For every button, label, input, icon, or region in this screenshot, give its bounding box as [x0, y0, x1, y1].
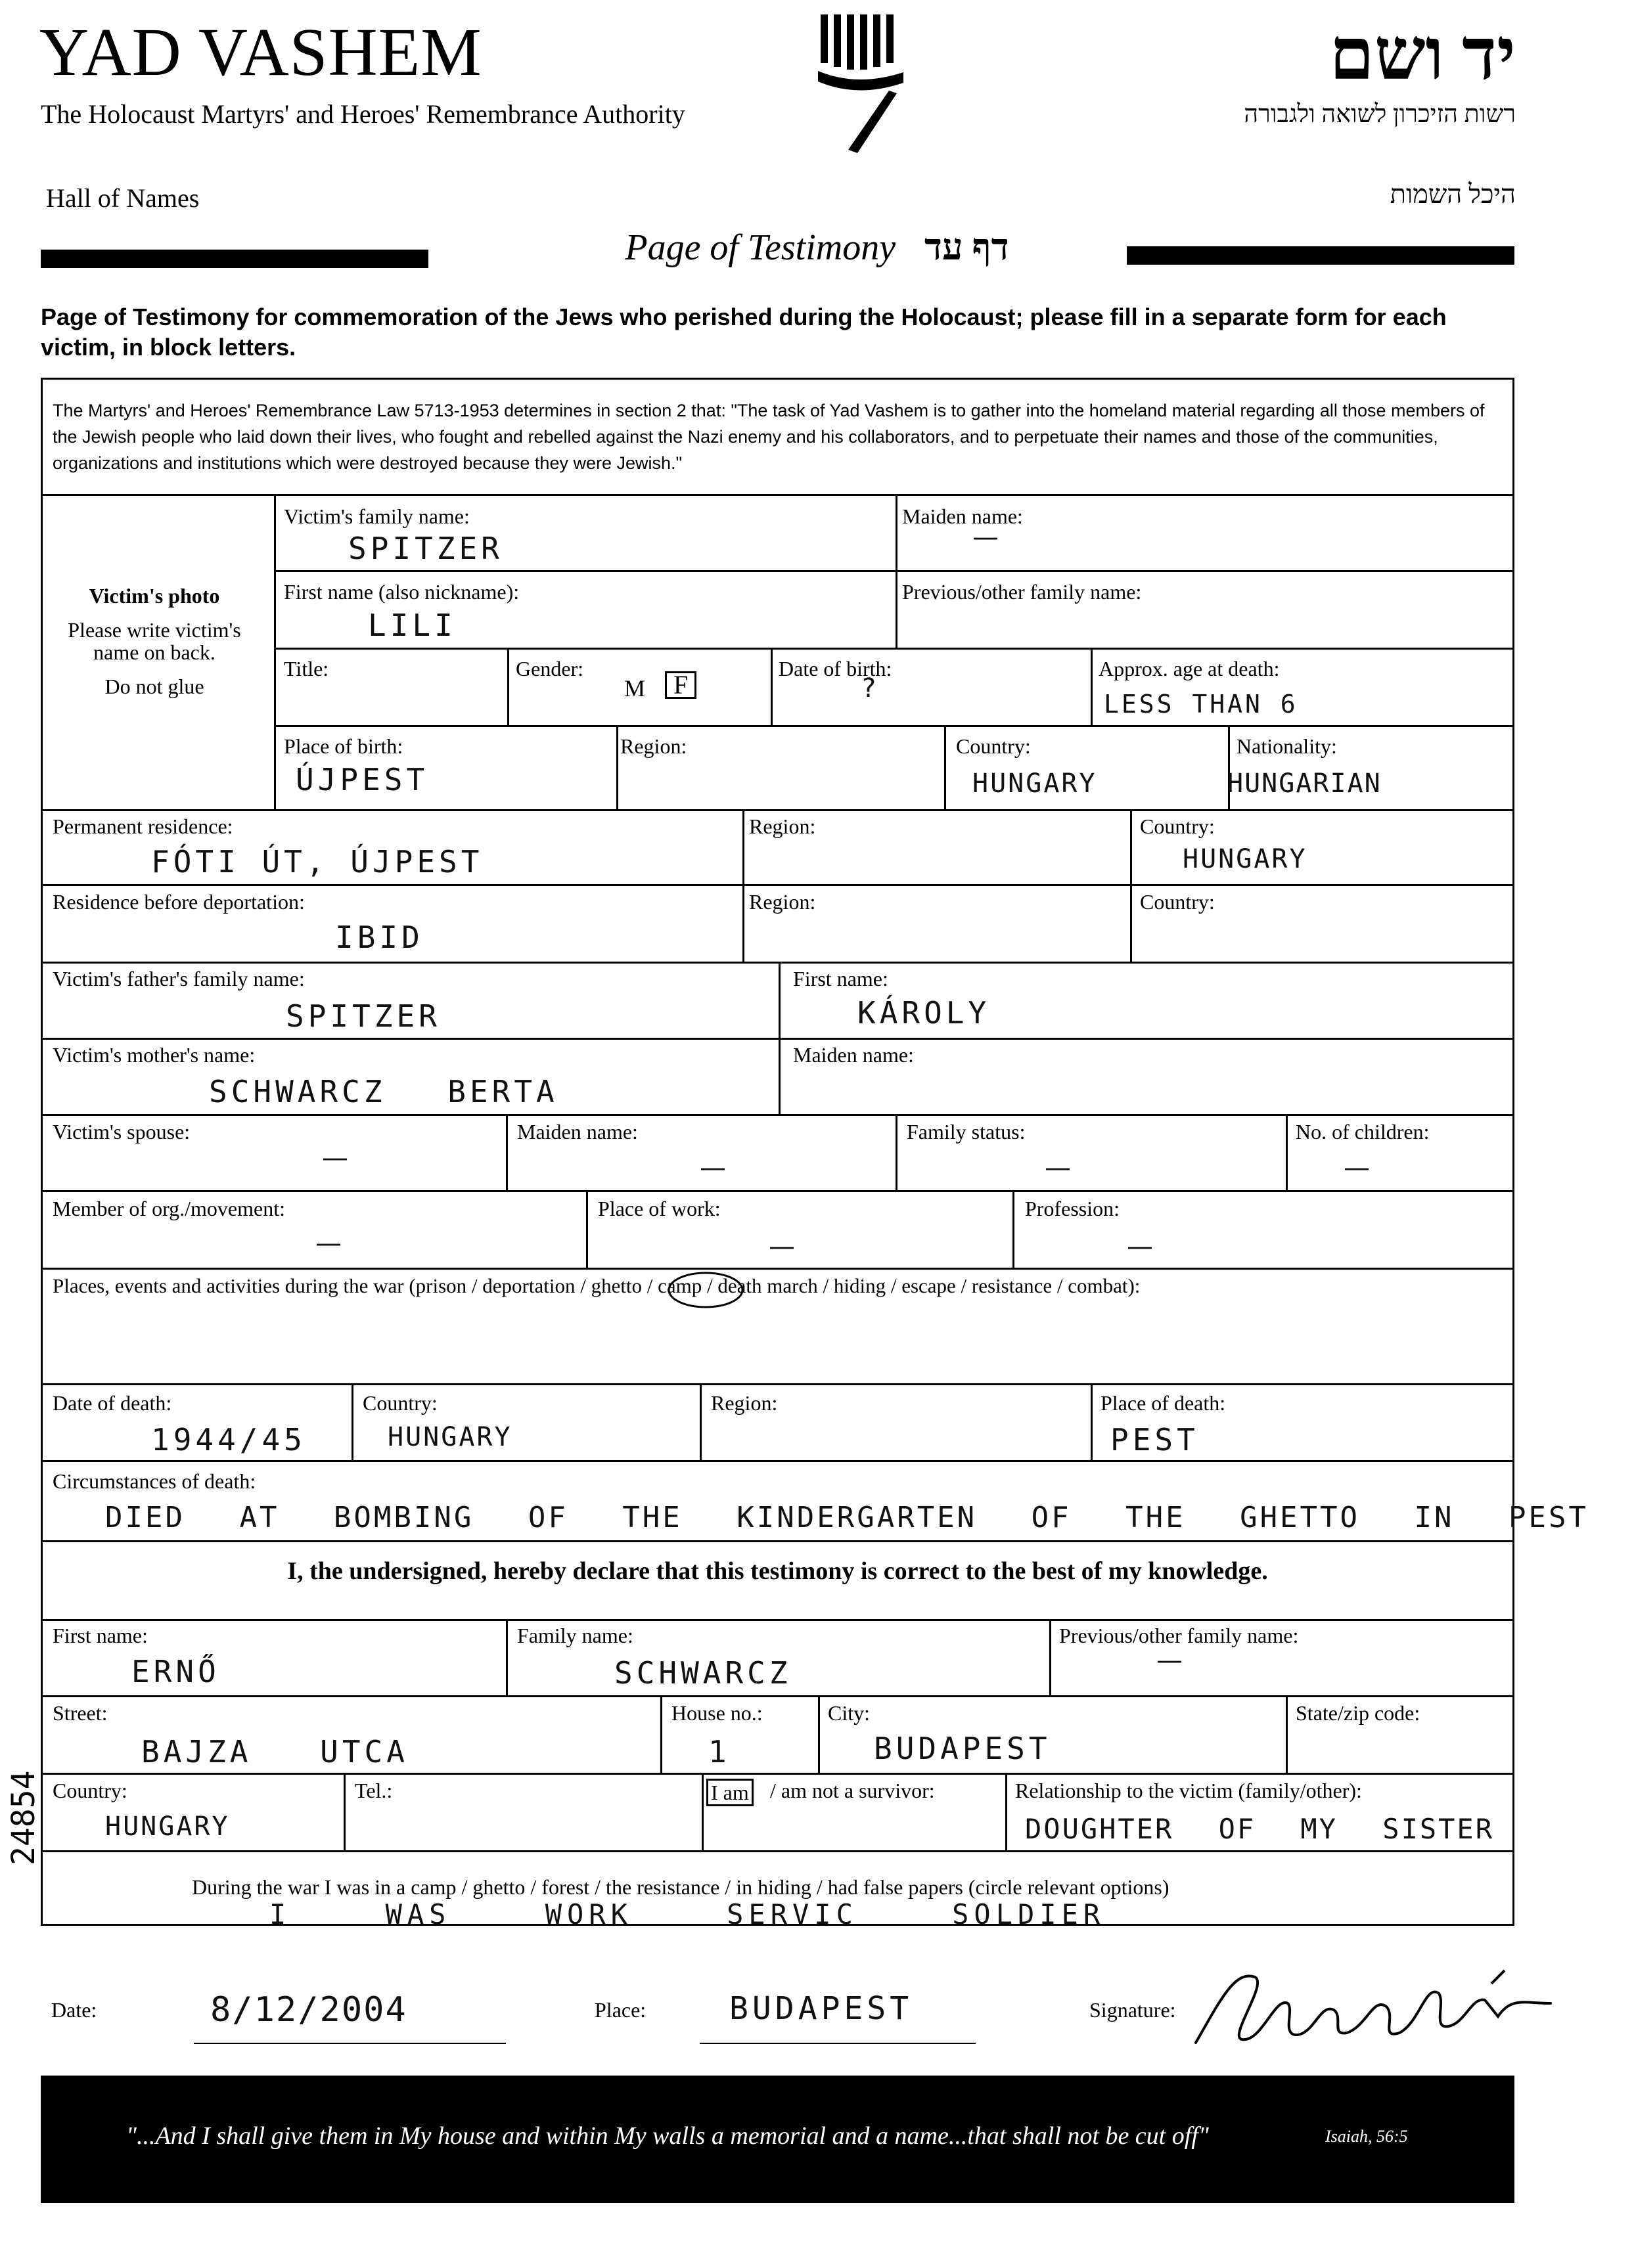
circumstances-label: Circumstances of death: [53, 1469, 256, 1493]
father-family-label: Victim's father's family name: [53, 967, 305, 990]
spouse-label: Victim's spouse: [53, 1120, 191, 1144]
victim-birth-country-value[interactable]: HUNGARY [972, 768, 1097, 799]
mother-maiden-label: Maiden name: [793, 1043, 914, 1067]
victim-dob-value[interactable]: ? [861, 673, 881, 703]
relationship-label: Relationship to the victim (family/other): [1015, 1779, 1362, 1802]
spouse-maiden-label: Maiden name: [517, 1120, 638, 1144]
profession-value[interactable]: — [1127, 1232, 1153, 1262]
signature-icon [1183, 1957, 1577, 2062]
date-label: Date: [51, 1998, 97, 2022]
victim-family-name-value[interactable]: SPITZER [348, 531, 503, 566]
submitter-prev-name-label: Previous/other family name: [1059, 1624, 1299, 1647]
submitter-country-value[interactable]: HUNGARY [105, 1812, 230, 1842]
street-label: Street: [53, 1701, 108, 1725]
family-status-value[interactable]: — [1045, 1153, 1071, 1183]
submitter-first-name-label: First name: [53, 1624, 148, 1647]
victim-maiden-name-label: Maiden name: [902, 504, 1023, 528]
date-underline [194, 2043, 506, 2044]
victim-prev-name-label: Previous/other family name: [902, 580, 1142, 604]
children-value[interactable]: — [1344, 1153, 1370, 1183]
spouse-maiden-value[interactable]: — [700, 1153, 726, 1183]
victim-birth-country-label: Country: [956, 734, 1031, 758]
children-label: No. of children: [1296, 1120, 1430, 1144]
footer-quote: "...And I shall give them in My house and within My walls a memorial and a name...that shall not be cut off" [126, 2122, 1209, 2150]
victim-title-label: Title: [284, 657, 329, 680]
victim-pob-value[interactable]: ÚJPEST [296, 762, 429, 797]
mother-name-value[interactable]: SCHWARCZ BERTA [209, 1074, 558, 1109]
relationship-value[interactable]: DOUGHTER OF MY SISTER [1025, 1813, 1495, 1845]
circumstances-value[interactable]: DIED AT BOMBING OF THE KINDERGARTEN OF THE GHETTO IN PEST [105, 1501, 1589, 1534]
war-places-label: Places, events and activities during the war (prison / deportation / ghetto / camp / death march / hiding / escape / resistance / combat): [53, 1274, 1141, 1297]
submitter-first-name-value[interactable]: ERNŐ [131, 1654, 220, 1689]
yad-vashem-logo-icon [811, 12, 910, 156]
victim-maiden-name-value[interactable]: — [972, 522, 999, 552]
victim-nationality-value[interactable]: HUNGARIAN [1227, 768, 1382, 799]
victim-gender-f-selected[interactable]: F [665, 671, 696, 699]
victim-age-label: Approx. age at death: [1099, 657, 1280, 680]
photo-note-glue: Do not glue [104, 675, 204, 698]
family-status-label: Family status: [907, 1120, 1026, 1144]
submitter-country-label: Country: [53, 1779, 127, 1802]
submitter-family-name-value[interactable]: SCHWARCZ [614, 1655, 792, 1691]
state-zip-label: State/zip code: [1296, 1701, 1420, 1725]
photo-title: Victim's photo [89, 584, 220, 608]
res-before-region-label: Region: [749, 890, 816, 914]
res-before-country-label: Country: [1140, 890, 1215, 914]
submitter-family-name-label: Family name: [517, 1624, 633, 1647]
org-subtitle-en: The Holocaust Martyrs' and Heroes' Remembrance Authority [41, 99, 685, 129]
org-subtitle-he: רשות הזיכרון לשואה ולגבורה [1244, 100, 1516, 128]
law-text: The Martyrs' and Heroes' Remembrance Law 5713-1953 determines in section 2 that: "The task of Yad Vashem is to gather into the homeland material regarding all those members of the Jewish people who laid down their lives, who fought and rebelled against the Nazi enemy and his collaborators, and to perpetuate their names and those of the communities, organizations and institutions which were destroyed because they were Jewish." [53, 401, 1485, 473]
victim-family-name-label: Victim's family name: [284, 504, 470, 528]
victim-gender-label: Gender: [516, 657, 584, 680]
father-first-value[interactable]: KÁROLY [857, 995, 991, 1031]
hall-of-names-he: היכל השמות [1390, 179, 1516, 209]
date-value[interactable]: 8/12/2004 [210, 1990, 407, 2030]
death-country-value[interactable]: HUNGARY [388, 1422, 512, 1452]
form-title-he: דף עד [924, 227, 1009, 268]
victim-birth-region-label: Region: [620, 734, 687, 758]
ghetto-circle-mark-icon [665, 1269, 747, 1311]
place-underline [700, 2043, 976, 2044]
spouse-value[interactable]: — [322, 1143, 348, 1173]
victim-gender-m[interactable]: M [624, 675, 646, 701]
pod-label: Place of death: [1101, 1391, 1226, 1415]
victim-photo-box [46, 585, 263, 698]
perm-country-value[interactable]: HUNGARY [1183, 844, 1307, 874]
house-no-label: House no.: [671, 1701, 763, 1725]
victim-first-name-label: First name (also nickname): [284, 580, 520, 604]
perm-residence-value[interactable]: FÓTI ÚT, ÚJPEST [151, 844, 484, 879]
declaration-text: I, the undersigned, hereby declare that this testimony is correct to the best of my knowledge. [287, 1557, 1268, 1585]
death-region-label: Region: [711, 1391, 778, 1415]
org-name-en: YAD VASHEM [39, 14, 482, 90]
photo-note-back: Please write victim's name on back. [68, 618, 241, 664]
res-before-value[interactable]: IBID [335, 920, 424, 955]
hall-of-names-en: Hall of Names [46, 183, 200, 213]
dod-label: Date of death: [53, 1391, 172, 1415]
victim-dob-label: Date of birth: [779, 657, 892, 680]
member-value[interactable]: — [315, 1228, 342, 1258]
war-status-label: During the war I was in a camp / ghetto / forest / the resistance / in hiding / had false papers (circle relevant options) [192, 1875, 1169, 1899]
side-record-number: 24854 [5, 1770, 42, 1865]
victim-nationality-label: Nationality: [1237, 734, 1337, 758]
submitter-prev-name-value[interactable]: — [1156, 1645, 1183, 1676]
survivor-am-not-label: / am not a survivor: [770, 1779, 935, 1802]
war-status-value[interactable]: I WAS WORK SERVIC SOLDIER [269, 1898, 1106, 1930]
mother-name-label: Victim's mother's name: [53, 1043, 256, 1067]
perm-region-label: Region: [749, 814, 816, 838]
signature-label: Signature: [1089, 1998, 1176, 2022]
victim-pob-label: Place of birth: [284, 734, 403, 758]
city-label: City: [828, 1701, 871, 1725]
street-value[interactable]: BAJZA UTCA [141, 1734, 409, 1769]
victim-first-name-value[interactable]: LILI [368, 608, 457, 643]
city-value[interactable]: BUDAPEST [874, 1731, 1051, 1766]
death-country-label: Country: [363, 1391, 438, 1415]
house-no-value[interactable]: 1 [708, 1734, 731, 1769]
dod-value[interactable]: 1944/45 [151, 1422, 306, 1457]
tel-label: Tel.: [355, 1779, 393, 1802]
father-first-label: First name: [793, 967, 888, 990]
form-title [0, 227, 1634, 269]
place-value[interactable]: BUDAPEST [729, 1990, 913, 2027]
profession-label: Profession: [1025, 1197, 1120, 1220]
instructions: Page of Testimony for commemoration of the Jews who perished during the Holocaust; please fill in a separate form for each victim, in block letters. [41, 303, 1447, 361]
victim-age-value[interactable]: LESS THAN 6 [1104, 690, 1298, 719]
footer-source: Isaiah, 56:5 [1325, 2127, 1408, 2146]
work-label: Place of work: [598, 1197, 721, 1220]
pod-value[interactable]: PEST [1110, 1422, 1199, 1457]
form-title-en: Page of Testimony [625, 227, 896, 268]
org-name-he: יד ושם [1329, 14, 1516, 95]
survivor-i-am-selected[interactable]: I am [706, 1779, 754, 1806]
perm-residence-label: Permanent residence: [53, 814, 233, 838]
footer-banner [41, 2076, 1514, 2203]
place-label: Place: [595, 1998, 647, 2022]
member-label: Member of org./movement: [53, 1197, 285, 1220]
father-family-value[interactable]: SPITZER [286, 998, 441, 1034]
work-value[interactable]: — [769, 1232, 795, 1262]
perm-country-label: Country: [1140, 814, 1215, 838]
res-before-label: Residence before deportation: [53, 890, 305, 914]
